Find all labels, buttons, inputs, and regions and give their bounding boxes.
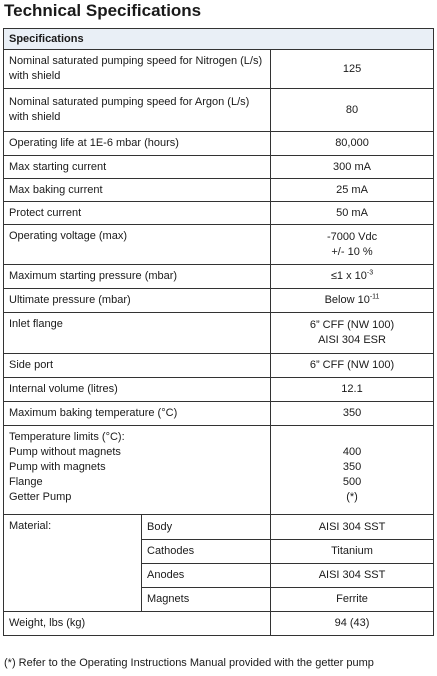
material-value: AISI 304 SST bbox=[271, 564, 434, 588]
table-row bbox=[4, 265, 434, 289]
row-label: Weight, lbs (kg) bbox=[4, 612, 271, 636]
row-value: 80,000 bbox=[271, 132, 434, 156]
value-base: Below 10 bbox=[324, 294, 370, 306]
row-value: 300 mA bbox=[271, 156, 434, 179]
table-header: Specifications bbox=[4, 29, 434, 50]
material-value: Titanium bbox=[271, 540, 434, 564]
temperature-limit-label: Getter Pump bbox=[9, 491, 72, 503]
row-value: 6” CFF (NW 100) bbox=[271, 354, 434, 378]
row-label: Max baking current bbox=[4, 179, 271, 202]
table-row bbox=[4, 426, 434, 515]
material-label: Material: bbox=[4, 515, 142, 612]
row-value bbox=[271, 289, 434, 313]
row-value: 94 (43) bbox=[271, 612, 434, 636]
value-line: +/- 10 % bbox=[331, 245, 373, 258]
row-value bbox=[271, 225, 434, 265]
temperature-limit-label: Flange bbox=[9, 476, 43, 488]
table-row bbox=[4, 89, 434, 132]
specifications-table bbox=[3, 28, 434, 636]
row-label: Maximum baking temperature (°C) bbox=[4, 402, 271, 426]
row-label: Operating voltage (max) bbox=[4, 225, 271, 265]
page-title: Technical Specifications bbox=[4, 1, 202, 20]
table-row bbox=[4, 289, 434, 313]
row-label: Side port bbox=[4, 354, 271, 378]
temperature-limit-value: 400 bbox=[342, 446, 362, 458]
temperature-limit-value: 350 bbox=[342, 461, 362, 473]
row-value: 50 mA bbox=[271, 202, 434, 225]
table-row bbox=[4, 132, 434, 156]
row-label: Ultimate pressure (mbar) bbox=[4, 289, 271, 313]
value-base: ≤1 x 10 bbox=[330, 270, 367, 282]
value-exponent: -11 bbox=[369, 293, 380, 301]
row-label: Inlet flange bbox=[4, 313, 271, 354]
row-value: 350 bbox=[271, 402, 434, 426]
temperature-limits-values bbox=[271, 426, 434, 515]
material-part: Cathodes bbox=[142, 540, 271, 564]
material-value: Ferrite bbox=[271, 588, 434, 612]
temperature-limits-heading: Temperature limits (°C): bbox=[9, 431, 125, 443]
temperature-limit-value: 500 bbox=[342, 476, 362, 488]
row-value: 25 mA bbox=[271, 179, 434, 202]
row-value: 12.1 bbox=[271, 378, 434, 402]
temperature-limit-label: Pump with magnets bbox=[9, 461, 106, 473]
table-row bbox=[4, 612, 434, 636]
temperature-limits-labels bbox=[4, 426, 271, 515]
table-row bbox=[4, 156, 434, 179]
table-row bbox=[4, 402, 434, 426]
row-label: Operating life at 1E-6 mbar (hours) bbox=[4, 132, 271, 156]
value-exponent: -3 bbox=[366, 269, 374, 277]
row-label: Maximum starting pressure (mbar) bbox=[4, 265, 271, 289]
material-part: Anodes bbox=[142, 564, 271, 588]
temperature-limit-value: (*) bbox=[346, 491, 358, 503]
value-line: 6” CFF (NW 100) bbox=[309, 319, 395, 331]
row-label: Max starting current bbox=[4, 156, 271, 179]
table-row bbox=[4, 354, 434, 378]
temperature-limit-label: Pump without magnets bbox=[9, 446, 121, 458]
table-row bbox=[4, 50, 434, 89]
row-label: Nominal saturated pumping speed for Nitrogen (L/s) with shield bbox=[4, 50, 271, 89]
material-part: Body bbox=[142, 515, 271, 540]
table-row bbox=[4, 313, 434, 354]
material-value: AISI 304 SST bbox=[271, 515, 434, 540]
table-row bbox=[4, 515, 434, 540]
row-value bbox=[271, 265, 434, 289]
footnote: (*) Refer to the Operating Instructions Manual provided with the getter pump bbox=[4, 657, 374, 669]
row-label: Nominal saturated pumping speed for Argon (L/s) with shield bbox=[4, 89, 271, 132]
table-row bbox=[4, 225, 434, 265]
table-row bbox=[4, 202, 434, 225]
table-header-row bbox=[4, 29, 434, 50]
row-value: 80 bbox=[271, 89, 434, 132]
row-value bbox=[271, 313, 434, 354]
row-label: Protect current bbox=[4, 202, 271, 225]
row-label: Internal volume (litres) bbox=[4, 378, 271, 402]
table-row bbox=[4, 378, 434, 402]
table-row bbox=[4, 179, 434, 202]
value-line: AISI 304 ESR bbox=[318, 334, 386, 346]
row-value: 125 bbox=[271, 50, 434, 89]
value-line: -7000 Vdc bbox=[326, 230, 378, 243]
material-part: Magnets bbox=[142, 588, 271, 612]
